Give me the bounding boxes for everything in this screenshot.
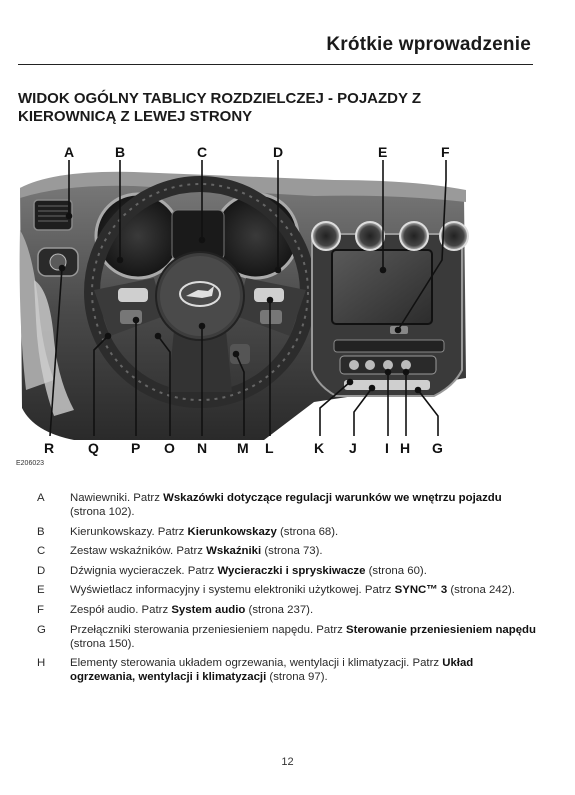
legend-item [37,525,537,539]
legend-item-reference: Układ ogrzewania, wentylacji i klimatyzacji [70,657,474,684]
legend-item [37,491,537,519]
legend-item-letter: G [37,623,46,636]
figure-label-c: C [197,144,208,160]
legend-item-letter: H [37,657,46,670]
legend-item-text [70,564,537,578]
legend-item-description: (strona 73). [261,545,323,558]
figure-label-a: A [64,144,75,160]
legend-item [37,583,537,597]
figure-label-d: D [273,144,284,160]
figure-label-j: J [349,440,357,456]
legend-item-reference: Wycieraczki i spryskiwacze [217,564,366,577]
legend-item-description: (strona 68). [276,525,339,538]
legend-item-description: (strona 237). [245,603,314,616]
figure-label-l: L [265,440,274,456]
legend-item-letter: B [37,525,45,538]
legend-item-letter: D [37,564,46,577]
figure-label-q: Q [88,440,99,456]
legend-item-description: Wyświetlacz informacyjny i systemu elektroniki użytkowej. Patrz [70,584,395,597]
figure-label-p: P [131,440,141,456]
legend-item-text [70,623,537,651]
legend-item-text [70,603,537,617]
center-vent-2 [356,222,384,250]
dashboard-illustration [14,140,472,478]
section-title: WIDOK OGÓLNY TABLICY ROZDZIELCZEJ - POJAZDY Z KIEROWNICĄ Z LEWEJ STRONY [18,90,422,125]
figure-label-g: G [432,440,443,456]
legend-item-text [70,491,537,519]
legend-item-letter: A [37,492,45,504]
legend-item [37,544,537,558]
legend-item-letter: F [37,603,44,616]
legend-item-description: Kierunkowskazy. Patrz [70,525,188,538]
legend-item [37,564,537,578]
figure-label-k: K [314,440,325,456]
legend-item-description: Przełączniki sterowania przeniesieniem napędu. Patrz [70,623,347,636]
page-number: 12 [281,756,294,768]
figure-id: E206023 [16,460,45,467]
legend-item-reference: System audio [171,603,246,616]
legend-item-text [70,525,537,539]
legend-item-description: Zestaw wskaźników. Patrz [70,545,207,558]
dashboard-figure [14,140,472,478]
figure-label-o: O [164,440,175,456]
legend-item-text [70,544,537,558]
header-rule [18,64,533,65]
figure-label-e: E [378,144,388,160]
legend-item-reference: SYNC™ 3 [394,584,448,597]
legend-item-description: Elementy sterowania układem ogrzewania, wentylacji i klimatyzacji. Patrz [70,657,443,670]
figure-label-r: R [44,440,55,456]
legend-item-description: (strona 150). [70,637,135,650]
legend-item [37,623,537,651]
figure-label-b: B [115,144,126,160]
legend-item-description: (strona 102). [70,506,135,518]
legend-item-reference: Wskazówki dotyczące regulacji warunków we wnętrzu pojazdu [163,492,502,504]
legend-list [37,491,537,690]
legend-item-reference: Wskaźniki [206,545,262,558]
page-header-title: Krótkie wprowadzenie [326,34,531,55]
legend-item-text [70,656,537,684]
legend-item-description: (strona 60). [365,564,427,577]
center-vent-1 [312,222,340,250]
legend-item-reference: Sterowanie przeniesieniem napędu [346,623,536,636]
figure-label-i: I [385,440,389,456]
legend-item-description: Nawiewniki. Patrz [70,492,164,504]
legend-item-letter: C [37,545,46,558]
figure-label-h: H [400,440,411,456]
figure-label-m: M [237,440,249,456]
figure-label-n: N [197,440,208,456]
legend-item [37,656,537,684]
legend-item-letter: E [37,584,45,597]
center-vent-3 [400,222,428,250]
legend-item-description: (strona 242). [447,584,515,597]
figure-label-f: F [441,144,450,160]
legend-item [37,603,537,617]
legend-item-reference: Kierunkowskazy [187,525,277,538]
legend-item-text [70,583,537,597]
legend-item-description: Dźwignia wycieraczek. Patrz [70,564,218,577]
legend-item-description: Zespół audio. Patrz [70,603,172,616]
touch-screen [332,250,432,324]
legend-item-description: (strona 97). [266,671,328,684]
